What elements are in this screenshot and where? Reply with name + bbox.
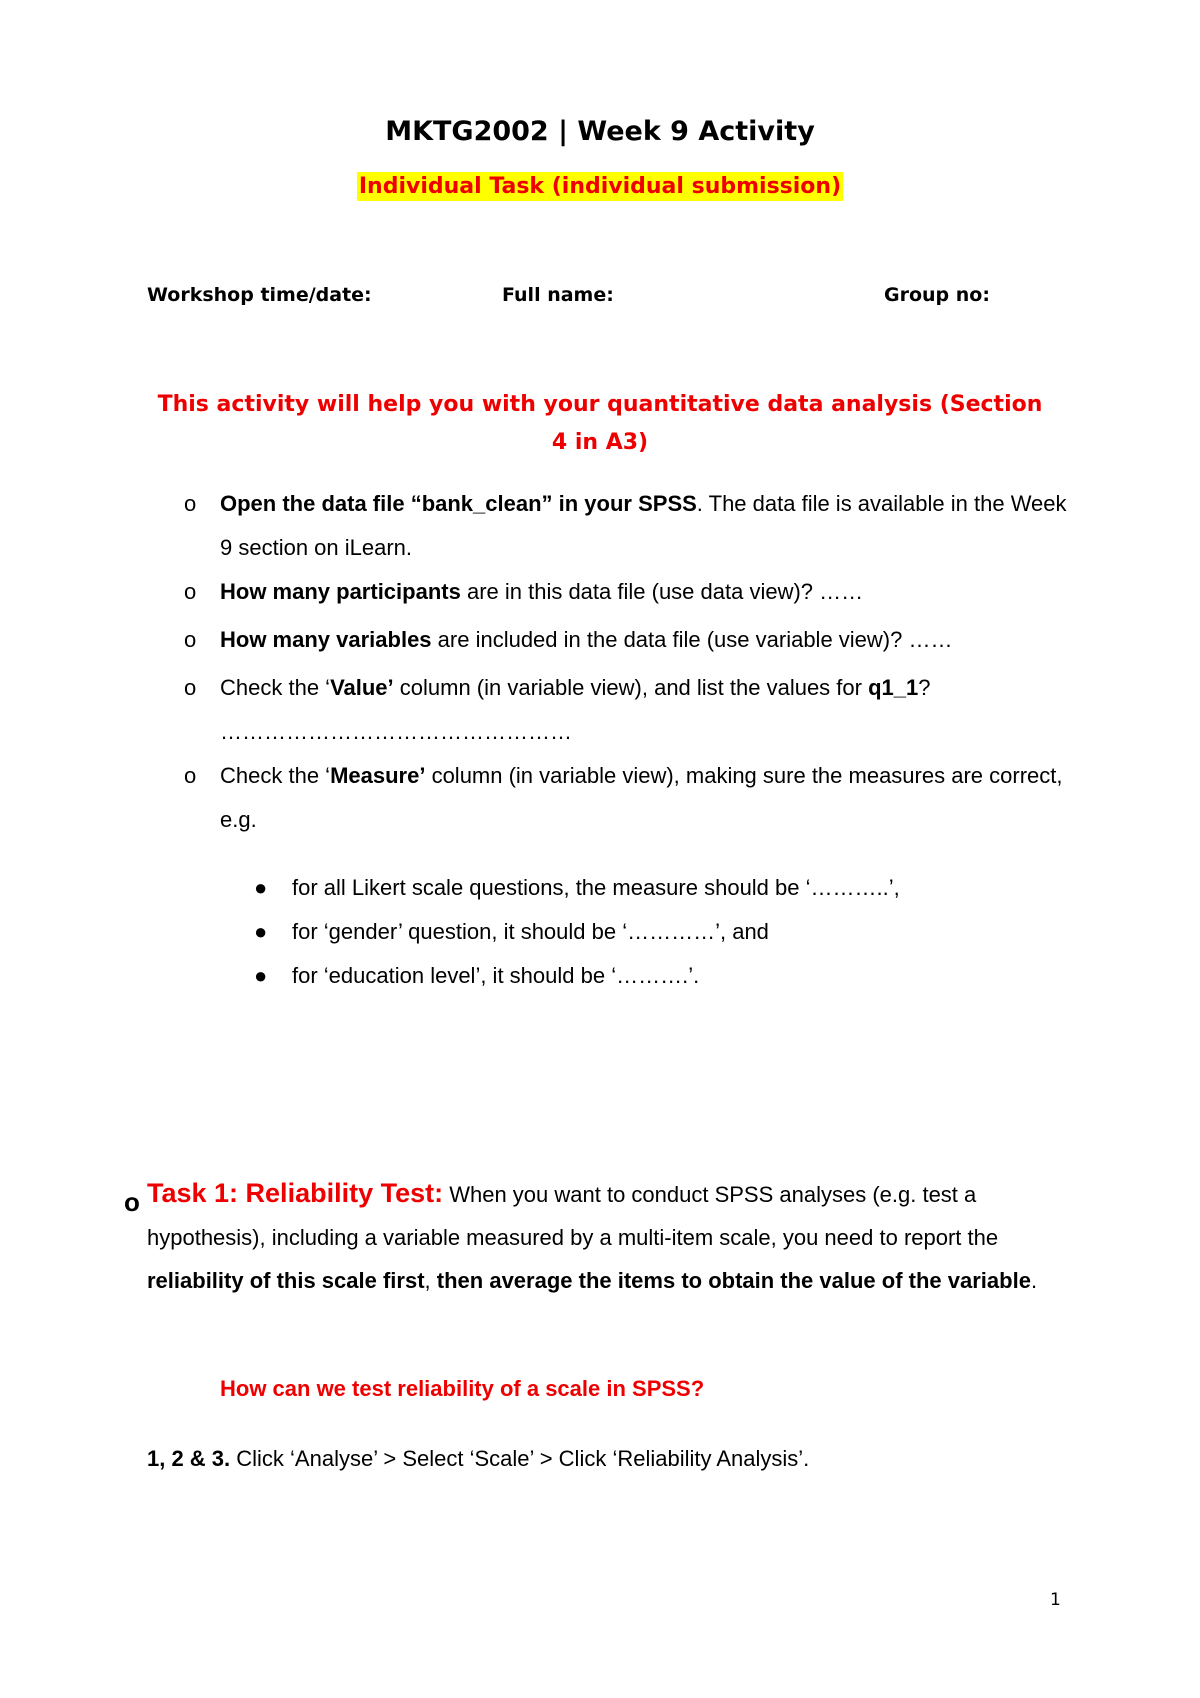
list-marker: o — [184, 627, 197, 652]
question-heading: How can we test reliability of a scale in SPSS? — [220, 1376, 705, 1401]
item-bold-text: Value’ — [330, 675, 394, 700]
list-item-participants — [220, 570, 1070, 614]
document-subtitle: Individual Task (individual submission) — [358, 174, 842, 199]
item-text: Check the ‘ — [220, 675, 331, 700]
answer-blank-line: ………………………………………… — [220, 719, 572, 744]
item-bold-text: Measure’ — [330, 763, 426, 788]
list-marker: o — [184, 491, 197, 516]
list-item-measure-column — [220, 754, 1070, 842]
item-text: are in this data file (use data view)? …… — [460, 579, 864, 604]
workshop-field-label: Workshop time/date: — [147, 284, 372, 306]
task-1-paragraph — [147, 1172, 1067, 1302]
page-number: 1 — [1050, 1590, 1061, 1610]
task-text: , — [424, 1268, 437, 1293]
group-field-label: Group no: — [884, 284, 990, 306]
task-bold-text: reliability of this scale first — [147, 1268, 425, 1293]
list-marker: o — [184, 675, 197, 700]
list-item-open-file — [220, 482, 1070, 570]
step-number: 1, 2 & 3. — [147, 1446, 231, 1471]
item-text: . The data file is available in the Week 9 section on iLearn. — [220, 491, 1067, 560]
full-name-field-label: Full name: — [502, 284, 614, 306]
sub-bullet-education: for ‘education level’, it should be ‘……….’. — [292, 963, 700, 988]
item-text: column (in variable view), making sure the measures are correct, e.g. — [220, 763, 1063, 832]
list-item-value-column — [220, 666, 1070, 754]
intro-statement: This activity will help you with your quantitative data analysis (Section 4 in A3) — [157, 392, 1043, 455]
item-text: Check the ‘ — [220, 763, 331, 788]
step-text: Click ‘Analyse’ > Select ‘Scale’ > Click ‘Reliability Analysis’. — [230, 1446, 810, 1471]
sub-bullet-gender: for ‘gender’ question, it should be ‘…………’, and — [292, 919, 769, 944]
item-text: are included in the data file (use variable view)? …… — [431, 627, 953, 652]
bullet-icon: ● — [254, 875, 268, 900]
item-text: column (in variable view), and list the values for — [393, 675, 869, 700]
item-bold-text: How many variables — [220, 627, 432, 652]
item-bold-text: Open the data file “bank_clean” in your SPSS — [220, 491, 697, 516]
list-marker: o — [184, 579, 197, 604]
document-title: MKTG2002 | Week 9 Activity — [385, 116, 815, 147]
sub-bullet-likert: for all Likert scale questions, the measure should be ‘………..’, — [292, 875, 900, 900]
item-bold-text: q1_1 — [868, 675, 919, 700]
task-1-heading: Task 1: Reliability Test: — [147, 1178, 444, 1208]
list-marker: o — [184, 763, 197, 788]
item-text: ? — [918, 675, 931, 700]
item-bold-text: How many participants — [220, 579, 461, 604]
bullet-icon: ● — [254, 963, 268, 988]
bullet-icon: ● — [254, 919, 268, 944]
task-text: . — [1030, 1268, 1038, 1293]
task-bold-text: then average the items to obtain the value of the variable — [436, 1268, 1031, 1293]
task-marker: o — [124, 1187, 140, 1217]
list-item-variables — [220, 618, 1070, 662]
task-text: When you want to conduct SPSS analyses (e.g. test a hypothesis), including a variable measured by a multi-item scale, you need to report the — [147, 1182, 999, 1250]
subtitle-wrapper — [0, 172, 1200, 201]
steps-instruction — [147, 1446, 809, 1472]
